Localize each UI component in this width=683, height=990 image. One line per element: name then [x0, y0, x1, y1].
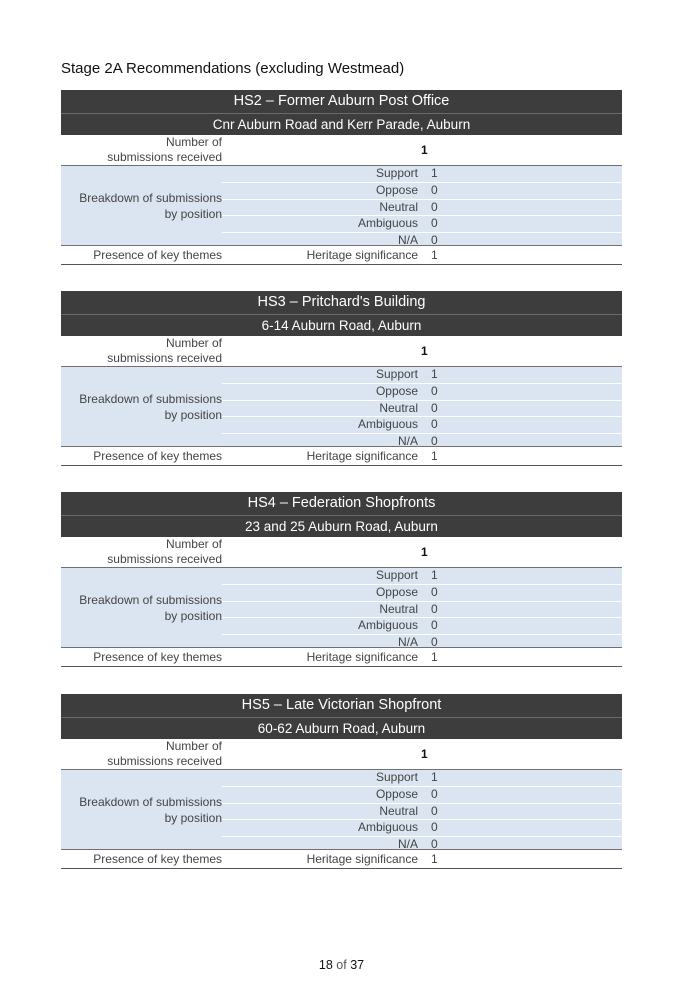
position-item: Support 1: [222, 770, 622, 787]
position-item: N/A 0: [397, 233, 438, 248]
breakdown-label: Breakdown of submissions by position: [79, 391, 222, 422]
theme-count: 1: [431, 248, 438, 262]
position-item: Ambiguous 0: [222, 216, 622, 233]
item-address: 6-14 Auburn Road, Auburn: [61, 314, 622, 336]
theme-name: Heritage significance: [306, 852, 418, 866]
page-heading: Stage 2A Recommendations (excluding Westmead): [61, 60, 405, 77]
position-item: Oppose 0: [222, 787, 622, 804]
position-list: [222, 568, 622, 650]
item-address: Cnr Auburn Road and Kerr Parade, Auburn: [61, 113, 622, 135]
position-item: Support 1: [222, 166, 622, 183]
position-list: [222, 367, 622, 449]
position-item: Oppose 0: [222, 384, 622, 401]
submissions-count: 1: [421, 545, 428, 559]
breakdown-row: [61, 770, 622, 850]
themes-label: Presence of key themes: [93, 449, 222, 463]
position-item: Ambiguous 0: [222, 417, 622, 434]
position-item: Support 1: [222, 568, 622, 585]
breakdown-label: Breakdown of submissions by position: [79, 190, 222, 221]
heritage-item-card: [61, 694, 622, 869]
position-item: N/A 0: [397, 635, 438, 650]
submissions-row: [61, 739, 622, 770]
submissions-count: 1: [421, 344, 428, 358]
item-title: HS3 – Pritchard's Building: [61, 291, 622, 314]
heritage-item-card: [61, 492, 622, 667]
submissions-label: Number of submissions received: [107, 537, 222, 566]
theme-count: 1: [431, 449, 438, 463]
breakdown-row: [61, 568, 622, 648]
submissions-label: Number of submissions received: [107, 135, 222, 164]
breakdown-row: [61, 367, 622, 447]
breakdown-label: Breakdown of submissions by position: [79, 592, 222, 623]
breakdown-row: [61, 166, 622, 246]
position-item: Oppose 0: [222, 585, 622, 602]
position-item: Neutral 0: [222, 602, 622, 619]
position-item: Ambiguous 0: [222, 618, 622, 635]
theme-count: 1: [431, 650, 438, 664]
submissions-row: [61, 336, 622, 367]
page-current: 18: [318, 958, 333, 972]
heritage-item-card: [61, 291, 622, 466]
position-item: Ambiguous 0: [222, 820, 622, 837]
position-item: Support 1: [222, 367, 622, 384]
position-item: Oppose 0: [222, 183, 622, 200]
theme-name: Heritage significance: [306, 449, 418, 463]
position-item: N/A 0: [397, 837, 438, 852]
submissions-label: Number of submissions received: [107, 336, 222, 365]
theme-name: Heritage significance: [306, 248, 418, 262]
position-item: Neutral 0: [222, 200, 622, 217]
item-title: HS4 – Federation Shopfronts: [61, 492, 622, 515]
theme-count: 1: [431, 852, 438, 866]
submissions-row: [61, 135, 622, 166]
page-number: [0, 958, 683, 972]
submissions-count: 1: [421, 143, 428, 157]
item-address: 23 and 25 Auburn Road, Auburn: [61, 515, 622, 537]
submissions-row: [61, 537, 622, 568]
themes-label: Presence of key themes: [93, 650, 222, 664]
position-item: Neutral 0: [222, 804, 622, 821]
position-item: Neutral 0: [222, 401, 622, 418]
heritage-item-card: [61, 90, 622, 265]
submissions-count: 1: [421, 747, 428, 761]
position-list: [222, 770, 622, 852]
breakdown-label: Breakdown of submissions by position: [79, 794, 222, 825]
themes-label: Presence of key themes: [93, 852, 222, 866]
item-address: 60-62 Auburn Road, Auburn: [61, 717, 622, 739]
submissions-label: Number of submissions received: [107, 739, 222, 768]
position-item: N/A 0: [397, 434, 438, 449]
item-title: HS2 – Former Auburn Post Office: [61, 90, 622, 113]
page-total: 37: [350, 958, 365, 972]
item-title: HS5 – Late Victorian Shopfront: [61, 694, 622, 717]
theme-name: Heritage significance: [306, 650, 418, 664]
themes-label: Presence of key themes: [93, 248, 222, 262]
position-list: [222, 166, 622, 248]
page-of: of: [336, 958, 347, 972]
